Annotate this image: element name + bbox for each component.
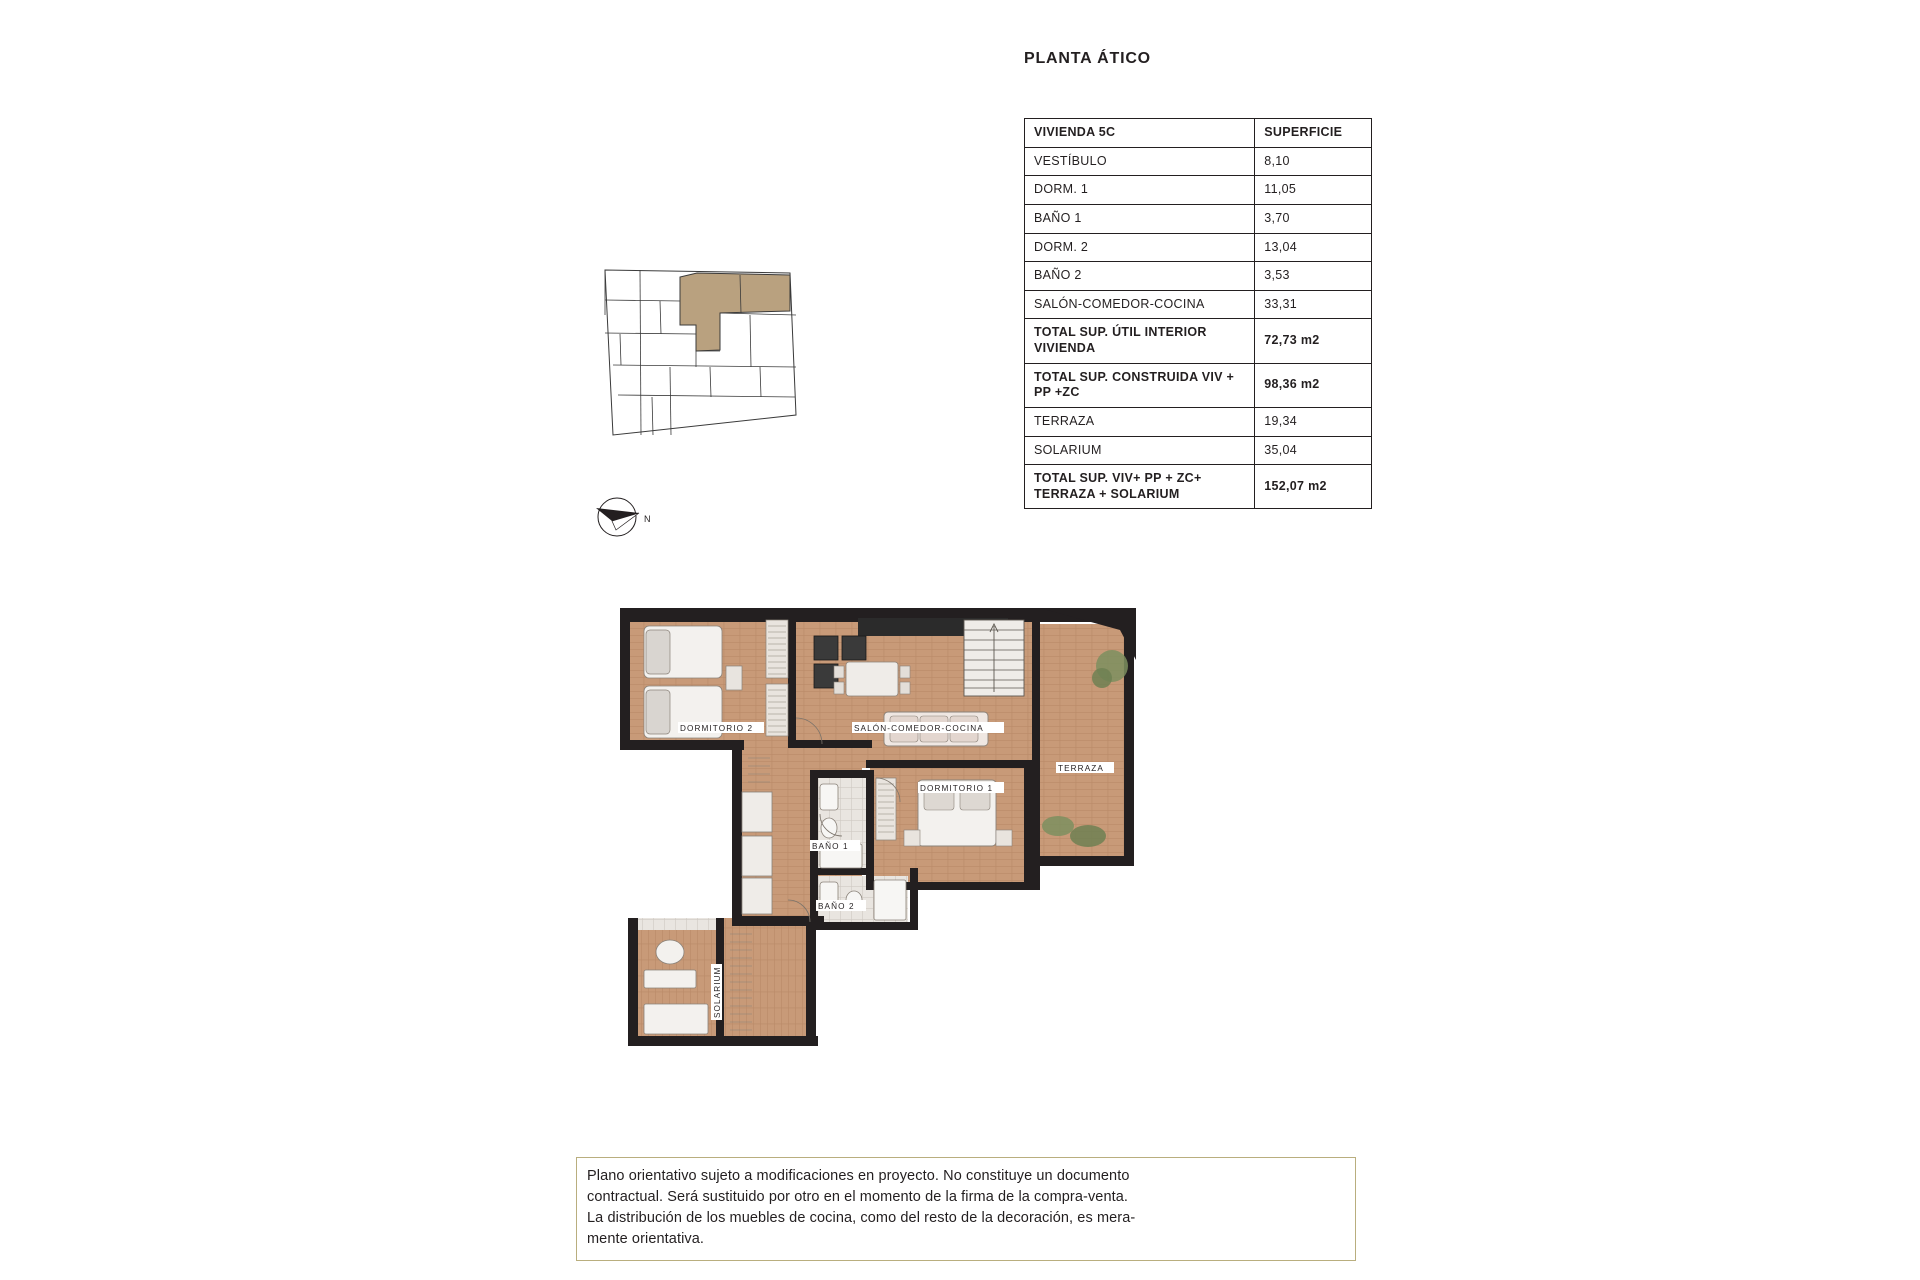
row-value: 98,36 m2 <box>1255 363 1372 407</box>
row-value: 3,53 <box>1255 262 1372 291</box>
row-label: TOTAL SUP. CONSTRUIDA VIV + PP +ZC <box>1025 363 1255 407</box>
row-label: BAÑO 2 <box>1025 262 1255 291</box>
page-title: PLANTA ÁTICO <box>1024 50 1151 67</box>
surface-area-table <box>1024 118 1372 509</box>
room-label-dormitorio-2: DORMITORIO 2 <box>680 724 754 733</box>
row-label: VESTÍBULO <box>1025 147 1255 176</box>
floor-plan-drawing <box>620 600 1280 1145</box>
table-row <box>1025 262 1372 291</box>
row-value: 35,04 <box>1255 436 1372 465</box>
disclaimer-box <box>576 1157 1356 1261</box>
row-label: TERRAZA <box>1025 407 1255 436</box>
room-label-dormitorio-1: DORMITORIO 1 <box>920 784 994 793</box>
disclaimer-line-3: La distribución de los muebles de cocina, como del resto de la decoración, es mera- <box>587 1210 1136 1227</box>
table-row-total <box>1025 319 1372 363</box>
row-value: 8,10 <box>1255 147 1372 176</box>
row-value: 11,05 <box>1255 176 1372 205</box>
table-row <box>1025 176 1372 205</box>
row-label: BAÑO 1 <box>1025 204 1255 233</box>
table-row <box>1025 436 1372 465</box>
row-value: 13,04 <box>1255 233 1372 262</box>
disclaimer-line-2: contractual. Será sustituido por otro en el momento de la firma de la compra-venta. <box>587 1189 1129 1206</box>
row-value: 3,70 <box>1255 204 1372 233</box>
row-value: 19,34 <box>1255 407 1372 436</box>
north-arrow-icon <box>592 490 662 545</box>
table-header-unit: VIVIENDA 5C <box>1025 119 1255 148</box>
row-label: DORM. 1 <box>1025 176 1255 205</box>
table-row-total <box>1025 465 1372 509</box>
table-row <box>1025 233 1372 262</box>
room-label-solarium: SOLARIUM <box>713 966 722 1018</box>
row-value: 152,07 m2 <box>1255 465 1372 509</box>
disclaimer-line-1: Plano orientativo sujeto a modificaciones en proyecto. No constituye un documento <box>587 1168 1130 1184</box>
row-label: DORM. 2 <box>1025 233 1255 262</box>
room-label-salon: SALÓN-COMEDOR-COCINA <box>854 724 984 733</box>
table-header-surface: SUPERFICIE <box>1255 119 1372 148</box>
disclaimer-line-4: mente orientativa. <box>587 1231 705 1248</box>
table-row-total <box>1025 363 1372 407</box>
table-row <box>1025 407 1372 436</box>
table-row <box>1025 204 1372 233</box>
north-arrow-label: N <box>644 514 651 524</box>
row-label: SOLARIUM <box>1025 436 1255 465</box>
table-header-row <box>1025 119 1372 148</box>
row-label: TOTAL SUP. ÚTIL INTERIOR VIVIENDA <box>1025 319 1255 363</box>
table-row <box>1025 290 1372 319</box>
table-row <box>1025 147 1372 176</box>
room-label-bano-1: BAÑO 1 <box>812 842 849 851</box>
row-label: SALÓN-COMEDOR-COCINA <box>1025 290 1255 319</box>
row-value: 33,31 <box>1255 290 1372 319</box>
key-location-plan <box>600 255 800 440</box>
room-label-bano-2: BAÑO 2 <box>818 902 855 911</box>
row-value: 72,73 m2 <box>1255 319 1372 363</box>
room-label-terraza: TERRAZA <box>1058 764 1104 773</box>
row-label: TOTAL SUP. VIV+ PP + ZC+ TERRAZA + SOLARIUM <box>1025 465 1255 509</box>
